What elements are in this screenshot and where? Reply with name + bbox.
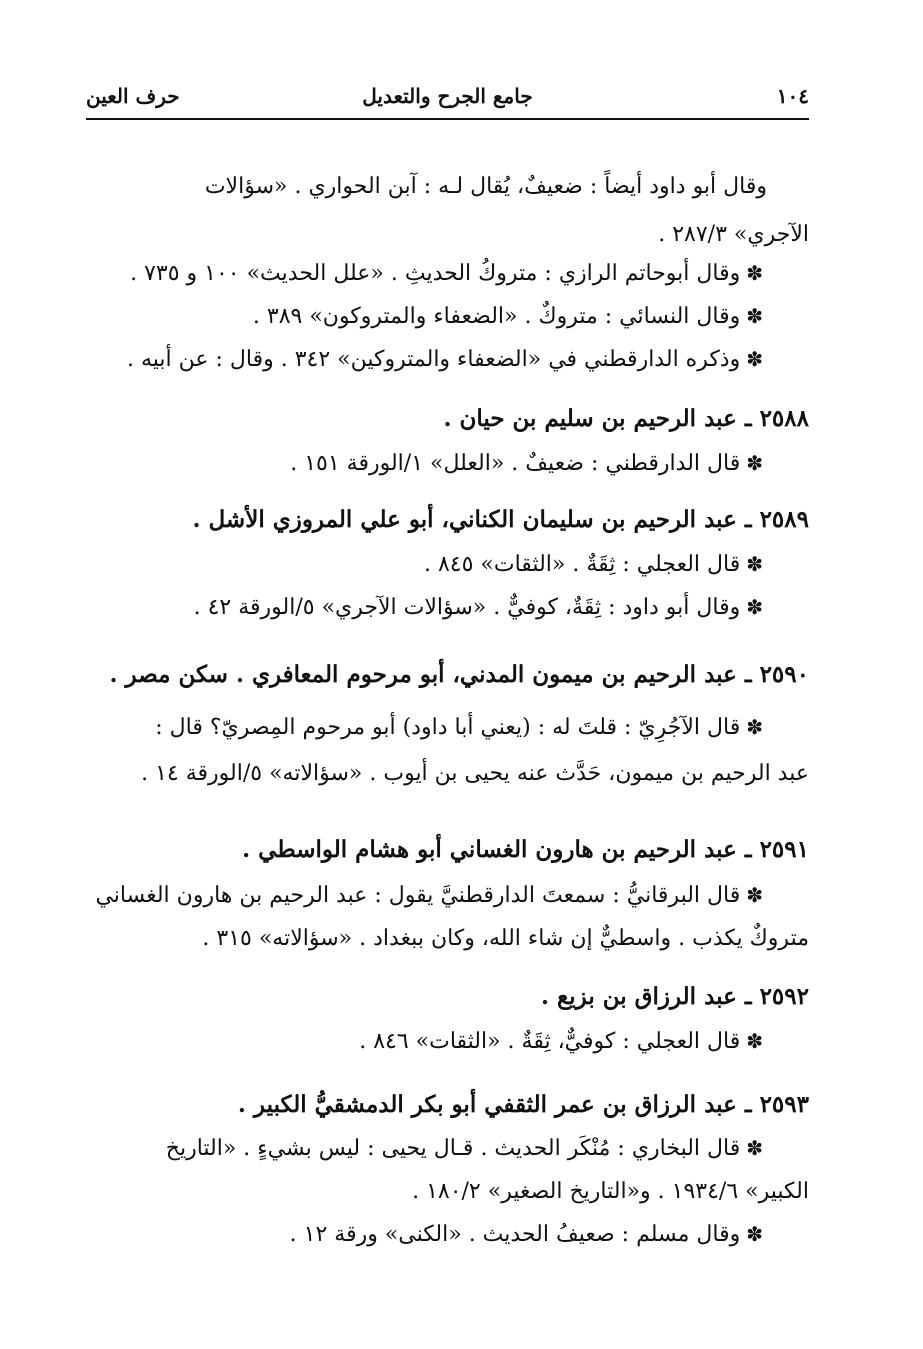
- entry-heading: ٢٥٨٩ ـ عبد الرحيم بن سليمان الكناني، أبو علي المروزي الأشل .: [192, 506, 809, 533]
- asterisk-icon: ✽: [746, 595, 763, 619]
- asterisk-icon: ✽: [746, 552, 763, 576]
- entry-heading: ٢٥٩٠ ـ عبد الرحيم بن ميمون المدني، أبو مرحوم المعافري . سكن مصر .: [109, 661, 809, 688]
- text-line: الآجري» ٢٨٧/٣ .: [658, 222, 809, 247]
- text-line: وقال أبو داود أيضاً : ضعيفٌ، يُقال لـه : آبن الحواري . «سؤالات: [204, 174, 767, 199]
- entry-heading: ٢٥٨٨ ـ عبد الرحيم بن سليم بن حيان .: [443, 405, 809, 432]
- text-line: ✽قال العجلي : كوفيٌّ، ثِقَةٌ . «الثقات» ٨٤٦ .: [359, 1029, 763, 1054]
- page-header: [86, 78, 809, 120]
- text-line: ✽قال البخاري : مُنْكَر الحديث . قـال يحيى : ليس بشيءٍ . «التاريخ: [165, 1136, 763, 1161]
- asterisk-icon: ✽: [746, 347, 763, 371]
- entry-heading: ٢٥٩٢ ـ عبد الرزاق بن بزيع .: [540, 983, 809, 1010]
- text-line: ✽قال الآجُرِيّ : قلتَ له : (يعني أبا داود) أبو مرحوم المِصريّ؟ قال :: [155, 715, 763, 740]
- text-line: ✽قال البرقانيُّ : سمعتَ الدارقطنيَّ يقول : عبد الرحيم بن هارون الغساني: [95, 883, 763, 908]
- section-title: حرف العين: [86, 84, 180, 108]
- book-title: جامع الجرح والتعديل: [362, 84, 533, 108]
- text-line: ✽وقال أبو داود : ثِقَةٌ، كوفيٌّ . «سؤالات الآجري» ٥/الورقة ٤٢ .: [193, 595, 763, 620]
- asterisk-icon: ✽: [746, 1222, 763, 1246]
- asterisk-icon: ✽: [746, 304, 763, 328]
- text-line: ✽وقال أبوحاتم الرازي : متروكُ الحديثِ . «علل الحديث» ١٠٠ و ٧٣٥ .: [130, 261, 763, 286]
- text-line: عبد الرحيم بن ميمون، حَدَّث عنه يحيى بن أيوب . «سؤالاته» ٥/الورقة ١٤ .: [141, 761, 809, 786]
- asterisk-icon: ✽: [746, 883, 763, 907]
- text-line: الكبير» ١٩٣٤/٦ . و«التاريخ الصغير» ١٨٠/٢ .: [412, 1179, 809, 1204]
- text-line: ✽وقال النسائي : متروكٌ . «الضعفاء والمتروكون» ٣٨٩ .: [252, 304, 763, 329]
- entry-heading: ٢٥٩١ ـ عبد الرحيم بن هارون الغساني أبو هشام الواسطي .: [242, 836, 809, 863]
- entry-heading: ٢٥٩٣ ـ عبد الرزاق بن عمر الثقفي أبو بكر الدمشقيُّ الكبير .: [237, 1091, 809, 1118]
- asterisk-icon: ✽: [746, 715, 763, 739]
- asterisk-icon: ✽: [746, 451, 763, 475]
- asterisk-icon: ✽: [746, 1029, 763, 1053]
- text-line: ✽وقال مسلم : صعيفُ الحديث . «الكنى» ورقة ١٢ .: [289, 1222, 763, 1247]
- text-line: ✽وذكره الدارقطني في «الضعفاء والمتروكين» ٣٤٢ . وقال : عن أبيه .: [127, 347, 763, 372]
- text-line: ✽قال العجلي : ثِقَةٌ . «الثقات» ٨٤٥ .: [423, 552, 763, 577]
- asterisk-icon: ✽: [746, 261, 763, 285]
- text-line: متروكٌ يكذب . واسطيٌّ إن شاء الله، وكان ببغداد . «سؤالاته» ٣١٥ .: [202, 926, 809, 951]
- text-line: ✽قال الدارقطني : ضعيفٌ . «العلل» ١/الورقة ١٥١ .: [290, 451, 763, 476]
- asterisk-icon: ✽: [746, 1136, 763, 1160]
- page-number: ١٠٤: [776, 84, 809, 108]
